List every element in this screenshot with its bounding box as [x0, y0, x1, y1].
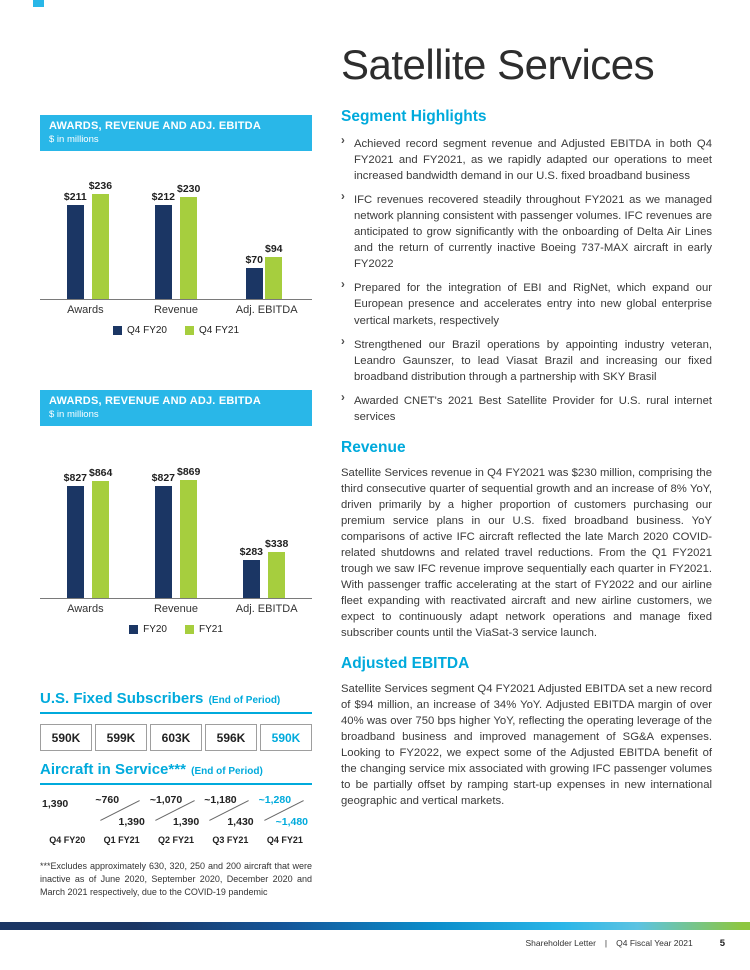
legend-label: FY20 — [143, 624, 167, 635]
highlight-text: Achieved record segment revenue and Adjusted EBITDA in both Q4 FY2021 and FY2021, as we rapidly adapted our operations to meet increased bandwidth demand in our U.S. fixed broadband business — [354, 138, 712, 183]
main-content — [341, 0, 712, 809]
aircraft-period-label: Q2 FY21 — [158, 835, 195, 845]
highlights-list — [341, 136, 712, 425]
chart-header — [40, 115, 312, 151]
bar — [177, 183, 200, 299]
category-label: Awards — [67, 304, 104, 316]
page-number: 5 — [719, 938, 725, 949]
bar — [152, 191, 175, 299]
corner-mark — [33, 0, 44, 7]
legend-swatch — [185, 326, 194, 335]
bullet-icon: › — [341, 135, 345, 148]
subscriber-box: 590K — [40, 724, 92, 751]
bar-rect — [92, 194, 109, 299]
bar-value-label: $94 — [265, 243, 283, 255]
aircraft-cell — [149, 794, 203, 828]
subscriber-box: 596K — [205, 724, 257, 751]
aircraft-in-service-value: ~1,280 — [258, 794, 292, 806]
bar-rect — [180, 480, 197, 598]
bar-group — [44, 455, 132, 598]
bar — [177, 466, 200, 598]
bar-value-label: $70 — [245, 254, 263, 266]
category-labels — [40, 603, 312, 615]
aircraft-period-label: Q4 FY20 — [49, 835, 86, 845]
aircraft-row — [40, 794, 312, 828]
aircraft-labels — [40, 835, 312, 845]
highlight-item — [341, 136, 712, 184]
aircraft-total-value: 1,390 — [172, 816, 200, 828]
bar-value-label: $827 — [63, 472, 87, 484]
bar-rect — [243, 560, 260, 598]
legend-swatch — [129, 625, 138, 634]
category-label: Revenue — [153, 304, 199, 316]
aircraft-in-service-value: ~1,180 — [204, 794, 237, 806]
footer-separator: | — [604, 938, 608, 948]
chart-title: AWARDS, REVENUE AND ADJ. EBITDA — [49, 120, 261, 132]
annual-chart-canvas — [40, 455, 312, 635]
legend-label: Q4 FY20 — [126, 325, 167, 336]
annual-chart-block — [40, 390, 312, 635]
legend-item — [113, 325, 167, 336]
bar — [89, 467, 112, 598]
highlight-text: Strengthened our Brazil operations by appointing industry veteran, Leandro Gaunszer, to lead Viasat Brazil and increasing our fixed broadband distribution through a partnership with SKY Brasil — [354, 338, 712, 383]
subscriber-box: 599K — [95, 724, 147, 751]
bar-group — [132, 455, 220, 598]
aircraft-cell — [40, 794, 94, 828]
chart-header — [40, 390, 312, 426]
category-label: Awards — [67, 603, 104, 615]
aircraft-total-value: 1,430 — [227, 816, 254, 828]
aircraft-total-value: ~1,480 — [275, 816, 309, 828]
bar-group — [132, 169, 220, 299]
bullet-icon: › — [341, 391, 345, 404]
subscribers-title: U.S. Fixed Subscribers — [40, 690, 204, 707]
chart-plot — [40, 455, 312, 599]
chart-subtitle: $ in millions — [49, 409, 99, 420]
bullet-icon: › — [341, 335, 345, 348]
bar — [245, 254, 263, 299]
highlight-text: Prepared for the integration of EBI and RigNet, which expand our European presence and accelerates entry into new global enterprise vertical markets, respectively — [354, 282, 712, 327]
aircraft-period-label: Q4 FY21 — [266, 835, 303, 845]
bar-rect — [67, 486, 84, 598]
legend-item — [185, 325, 239, 336]
bar-value-label: $211 — [63, 191, 87, 203]
bar-rect — [180, 197, 197, 299]
legend-swatch — [113, 326, 122, 335]
footer-doc-label: Shareholder Letter — [525, 938, 596, 948]
revenue-paragraph: Satellite Services revenue in Q4 FY2021 was $230 million, comprising the third consecutive quarter of sequential growth and an increase of 8% YoY, driven primarily by a higher proportion of customers purchasing our premium service plans in our U.S. fixed broadband business. YoY comparisons of active IFC aircraft reflected the late March 2020 COVID-related shutdowns and related travel reductions. From the Q1 FY2021 trough we saw IFC revenue improve sequentially each quarter in FY2021. With passenger traffic accelerating at the start of FY2022 and our airline fleet expanding with reactivated aircraft and new airline customers, we expect to continuously adapt network operations and manage fixed subscriber counts until the ViaSat-3 service launch. — [341, 466, 712, 639]
chart-plot — [40, 169, 312, 300]
adjusted-ebitda-heading: Adjusted EBITDA — [341, 655, 470, 673]
bar — [265, 243, 283, 299]
aircraft-cell — [258, 794, 312, 828]
bullet-icon: › — [341, 279, 345, 292]
legend-label: FY21 — [199, 624, 223, 635]
legend-item — [185, 624, 223, 635]
chart-title: AWARDS, REVENUE AND ADJ. EBITDA — [49, 395, 261, 407]
category-labels — [40, 304, 312, 316]
aircraft-period-label: Q1 FY21 — [103, 835, 140, 845]
category-label: Revenue — [153, 603, 199, 615]
highlight-text: IFC revenues recovered steadily throughout FY2021 as we managed network planning consistent with passenger volumes. IFC revenues are anticipated to grow significantly with the onboarding of Delta Air Lines and the return of currently inactive Boeing 737-MAX aircraft in early FY2022 — [354, 194, 712, 271]
aircraft-heading — [40, 757, 312, 785]
bar — [64, 472, 87, 598]
bar-value-label: $869 — [177, 466, 201, 478]
page-title: Satellite Services — [341, 41, 655, 88]
aircraft-title: Aircraft in Service*** — [40, 761, 186, 778]
footer-text — [526, 938, 726, 949]
highlight-item — [341, 337, 712, 385]
bar — [64, 191, 87, 299]
quarterly-chart-canvas — [40, 169, 312, 336]
aircraft-section — [40, 757, 312, 845]
bar-rect — [155, 205, 172, 299]
category-label: Adj. EBITDA — [235, 603, 298, 615]
aircraft-total-value: 1,390 — [118, 816, 145, 828]
bar-rect — [265, 257, 282, 299]
subscribers-section — [40, 686, 312, 751]
bar-rect — [155, 486, 172, 598]
aircraft-cell — [203, 794, 257, 828]
bar-rect — [92, 481, 109, 598]
subscriber-boxes — [40, 724, 312, 751]
aircraft-in-service-value: 1,390 — [42, 798, 69, 810]
aircraft-cell — [94, 794, 148, 828]
bar — [265, 538, 288, 598]
bar-group — [220, 455, 308, 598]
subscriber-box: 603K — [150, 724, 202, 751]
bar-value-label: $212 — [151, 191, 175, 203]
bullet-icon: › — [341, 191, 345, 204]
quarterly-chart-block — [40, 115, 312, 336]
bar-value-label: $230 — [177, 183, 201, 195]
bar-rect — [268, 552, 285, 598]
category-label: Adj. EBITDA — [235, 304, 298, 316]
bar — [89, 180, 112, 299]
chart-legend — [40, 624, 312, 635]
aircraft-in-service-value: ~1,070 — [149, 794, 183, 806]
legend-swatch — [185, 625, 194, 634]
aircraft-period-label: Q3 FY21 — [212, 835, 249, 845]
highlight-item — [341, 280, 712, 328]
ebitda-paragraph: Satellite Services segment Q4 FY2021 Adjusted EBITDA set a new record of $94 million, an increase of 34% YoY. Adjusted EBITDA margin of over 40% was over 750 bps higher YoY, reflecting the operating leverage of the broadband business and improved management of SG&A expenses. Looking to FY2022, we expect some of the Adjusted EBITDA benefit of the changing service mix associated with growing IFC passenger volumes to be partially offset by ramping start-up expenses in new international geographic and vertical markets. — [341, 683, 712, 808]
subscriber-box: 590K — [260, 724, 312, 751]
legend-label: Q4 FY21 — [199, 325, 240, 336]
highlight-item — [341, 393, 712, 425]
aircraft-subtitle: (End of Period) — [191, 766, 263, 777]
chart-legend — [40, 325, 312, 336]
subscribers-subtitle: (End of Period) — [208, 695, 281, 706]
bar-group — [44, 169, 132, 299]
bar-value-label: $864 — [89, 467, 113, 479]
footer-period: Q4 Fiscal Year 2021 — [616, 938, 693, 948]
footer-gradient-bar — [0, 922, 750, 930]
chart-subtitle: $ in millions — [49, 134, 99, 145]
bar-value-label: $827 — [151, 472, 175, 484]
bar — [240, 546, 263, 598]
legend-item — [129, 624, 167, 635]
revenue-heading: Revenue — [341, 438, 406, 456]
bar-rect — [67, 205, 84, 299]
bar-value-label: $236 — [88, 180, 113, 192]
highlight-item — [341, 192, 712, 272]
segment-highlights-heading: Segment Highlights — [341, 108, 487, 126]
bar-rect — [246, 268, 263, 299]
highlight-text: Awarded CNET's 2021 Best Satellite Provider for U.S. rural internet services — [354, 394, 712, 423]
bar — [152, 472, 175, 598]
footnote: ***Excludes approximately 630, 320, 250 and 200 aircraft that were inactive as of June 2020, September 2020, December 2020 and March 2021 respectively, due to the COVID-19 pandemic — [40, 861, 312, 898]
bar-value-label: $338 — [265, 538, 289, 550]
aircraft-in-service-value: ~760 — [95, 794, 120, 806]
bar-value-label: $283 — [239, 546, 263, 558]
bar-group — [220, 169, 308, 299]
subscribers-heading — [40, 686, 312, 714]
